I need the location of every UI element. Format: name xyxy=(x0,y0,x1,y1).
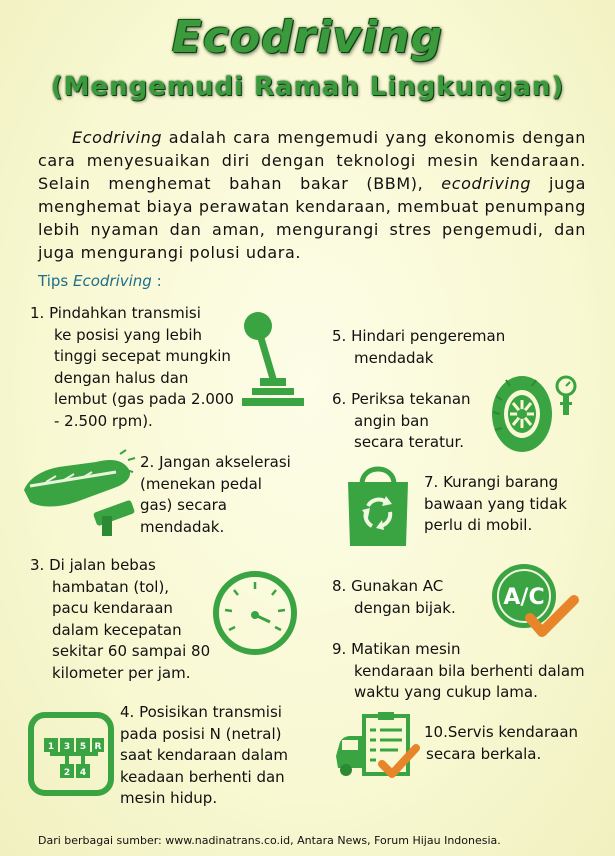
intro-text-2: juga menghemat biaya perawatan kendaraan, membuat penumpang lebih nyaman dan aman, mengurangi stres pengemudi, dan juga mengurangi polusi udara. xyxy=(38,174,586,262)
source-note: Dari berbagai sumber: www.nadinatrans.co.id, Antara News, Forum Hijau Indonesia. xyxy=(38,834,501,847)
tips-label: Tips Ecodriving : xyxy=(38,272,162,290)
recycle-bag-icon xyxy=(340,458,416,550)
intro-paragraph xyxy=(38,126,586,264)
gear-digit-1: 1 xyxy=(47,742,55,752)
tip-5: 5. Hindari pengereman mendadak xyxy=(332,327,506,367)
intro-keyword: Ecodriving xyxy=(72,128,163,147)
ac-label: A/C xyxy=(503,585,545,610)
intro-keyword-2: ecodriving xyxy=(441,174,532,193)
tip-7: 7. Kurangi barang bawaan yang tidak perlu di mobil. xyxy=(424,473,567,534)
gear-digit-4: 4 xyxy=(79,768,87,778)
speedometer-icon xyxy=(212,570,298,656)
gear-digit-3: 3 xyxy=(63,742,71,752)
page-title: Ecodriving xyxy=(171,12,444,63)
gear-digit-5: 5 xyxy=(79,742,87,752)
gear-digit-r: R xyxy=(94,742,102,752)
tip-1: 1. Pindahkan transmisi ke posisi yang lebih tinggi secepat mungkin dengan halus dan lembut (gas pada 2.000 - 2.500 rpm). xyxy=(30,304,234,430)
tip-4: 4. Posisikan transmisi pada posisi N (netral) saat kendaraan dalam keadaan berhenti dan mesin hidup. xyxy=(120,703,288,807)
tip-3: 3. Di jalan bebas hambatan (tol), pacu kendaraan dalam kecepatan sekitar 60 sampai 80 kilometer per jam. xyxy=(30,556,211,682)
tip-8: 8. Gunakan AC dengan bijak. xyxy=(332,577,456,617)
ac-check-icon xyxy=(488,560,580,644)
pedal-foot-icon xyxy=(16,446,140,538)
gear-shift-icon xyxy=(234,308,310,412)
tire-gauge-icon xyxy=(488,372,580,456)
gear-pattern-icon xyxy=(28,712,114,796)
page-subtitle: (Mengemudi Ramah Lingkungan) xyxy=(50,72,565,102)
gear-digit-2: 2 xyxy=(63,768,71,778)
tip-6: 6. Periksa tekanan angin ban secara teratur. xyxy=(332,390,471,451)
car-service-checklist-icon xyxy=(334,712,420,784)
intro-text-1: adalah cara mengemudi yang ekonomis dengan cara menyesuaikan diri dengan teknologi mesin kendaraan. Selain menghemat bahan bakar (BBM), xyxy=(38,128,586,193)
tip-9: 9. Matikan mesin kendaraan bila berhenti dalam waktu yang cukup lama. xyxy=(332,640,585,701)
tip-2: 2. Jangan akselerasi (menekan pedal gas) secara mendadak. xyxy=(140,453,291,536)
tip-10: 10.Servis kendaraan secara berkala. xyxy=(424,723,579,763)
